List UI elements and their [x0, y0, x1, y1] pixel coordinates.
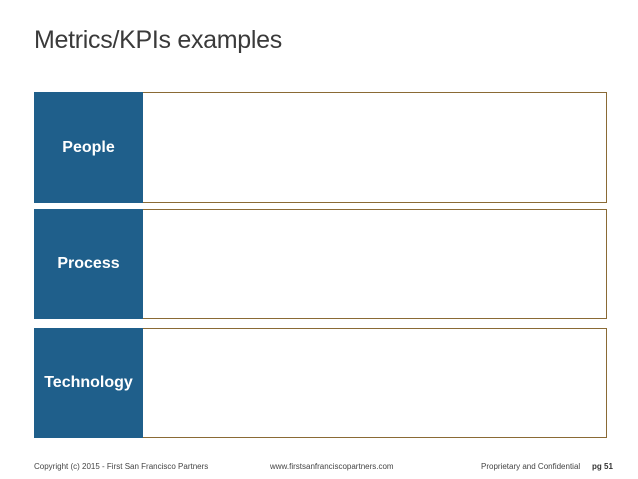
category-label-technology: Technology: [34, 328, 143, 438]
footer-website: www.firstsanfranciscopartners.com: [270, 462, 394, 471]
category-label-process: Process: [34, 209, 143, 319]
kpi-panel-technology: [143, 328, 607, 438]
category-row-people: [34, 92, 607, 203]
kpi-panel-process: [143, 209, 607, 319]
footer-copyright: Copyright (c) 2015 - First San Francisco Partners: [34, 462, 209, 471]
category-label-people: People: [34, 92, 143, 203]
category-row-process: [34, 209, 607, 319]
kpi-panel-people: [143, 92, 607, 203]
footer-page-number: pg 51: [592, 462, 613, 471]
category-row-technology: [34, 328, 607, 438]
footer-confidential: Proprietary and Confidential: [481, 462, 581, 471]
page-title: Metrics/KPIs examples: [34, 26, 282, 54]
